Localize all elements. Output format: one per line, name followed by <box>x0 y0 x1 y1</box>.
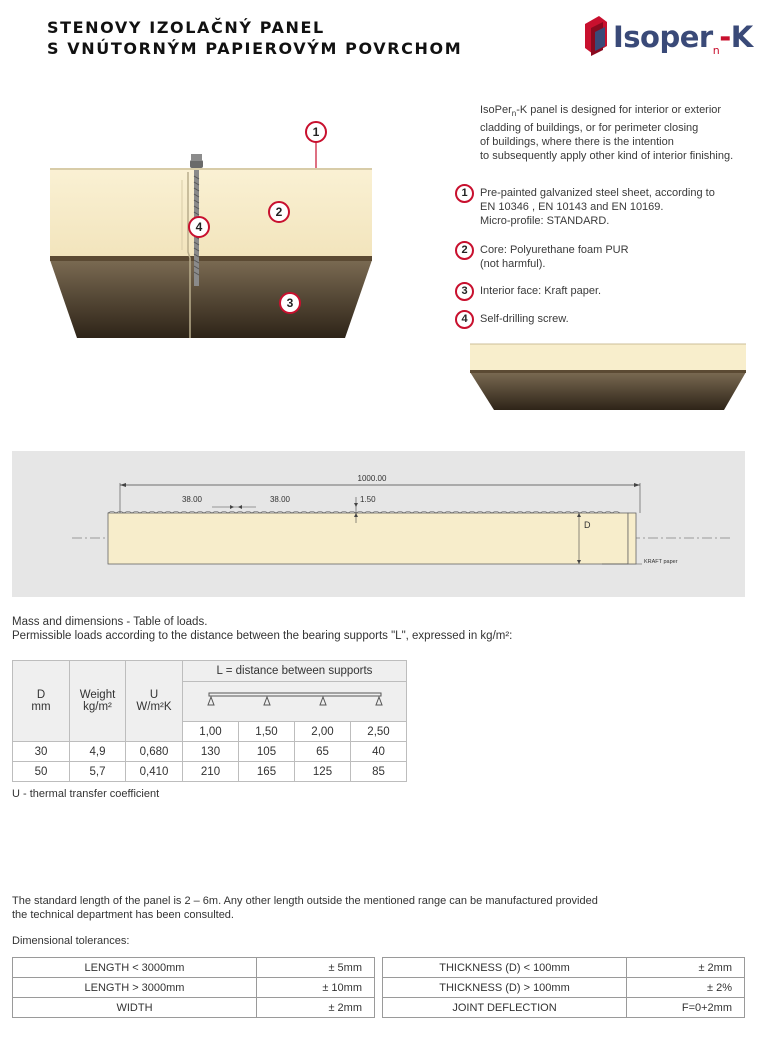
cell-load: 105 <box>239 742 295 762</box>
callout-2: 2 <box>268 201 290 223</box>
cell-u: 0,410 <box>126 762 183 782</box>
header-u: U W/m²K <box>126 661 183 742</box>
logo-part2: K <box>730 20 753 54</box>
span-1: 1,00 <box>183 722 239 742</box>
dim-rib1-label: 38.00 <box>181 495 203 504</box>
standard-length-text <box>12 894 672 922</box>
span-3: 2,00 <box>295 722 351 742</box>
tol-value: ± 2% <box>627 978 745 998</box>
tol-value: ± 10mm <box>257 978 375 998</box>
legend-item-1 <box>455 186 755 228</box>
header-distance: L = distance between supports <box>183 661 407 682</box>
table-row <box>13 762 407 782</box>
header-weight: Weight kg/m² <box>70 661 126 742</box>
tol-value: ± 2mm <box>257 998 375 1018</box>
loads-intro-line-2: Permissible loads according to the distance between the bearing supports "L", expressed in kg/m²: <box>12 630 513 642</box>
tol-label: LENGTH > 3000mm <box>13 978 257 998</box>
dim-depth-label: 1.50 <box>360 495 376 504</box>
tol-label: THICKNESS (D) > 100mm <box>383 978 627 998</box>
table-row <box>13 958 375 978</box>
legend-text: Pre-painted galvanized steel sheet, according to <box>480 187 715 199</box>
span-4: 2,50 <box>351 722 407 742</box>
cell-weight: 5,7 <box>70 762 126 782</box>
tol-label: WIDTH <box>13 998 257 1018</box>
logo-sub: n <box>712 43 720 57</box>
legend-text: Micro-profile: STANDARD. <box>480 215 610 227</box>
loads-intro <box>12 615 512 643</box>
table-row <box>13 978 375 998</box>
intro-line-1-sub: n <box>511 109 517 119</box>
intro-line-4: to subsequently apply other kind of interior finishing. <box>480 150 734 163</box>
supports-beam-icon <box>205 691 385 709</box>
cell-load: 165 <box>239 762 295 782</box>
cell-load: 210 <box>183 762 239 782</box>
cell-load: 65 <box>295 742 351 762</box>
cell-d: 50 <box>13 762 70 782</box>
dim-rib2-label: 38.00 <box>269 495 291 504</box>
legend-number: 4 <box>455 310 474 329</box>
standard-line-1: The standard length of the panel is 2 – 6m. Any other length outside the mentioned range can be manufactured provided <box>12 895 598 907</box>
legend-text: Interior face: Kraft paper. <box>480 285 602 297</box>
tol-value: ± 2mm <box>627 958 745 978</box>
tol-label: JOINT DEFLECTION <box>383 998 627 1018</box>
dim-width-label: 1000.00 <box>357 474 387 483</box>
intro-line-3: of buildings, where there is the intention <box>480 136 674 149</box>
tolerances-table-right <box>382 957 745 1018</box>
header-d: D mm <box>13 661 70 742</box>
callout-3: 3 <box>279 292 301 314</box>
cell-load: 40 <box>351 742 407 762</box>
cell-load: 85 <box>351 762 407 782</box>
cell-d: 30 <box>13 742 70 762</box>
logo-dash: - <box>719 20 731 54</box>
table-row <box>383 998 745 1018</box>
tol-value: ± 5mm <box>257 958 375 978</box>
loads-intro-line-1: Mass and dimensions - Table of loads. <box>12 616 208 628</box>
table-row <box>383 958 745 978</box>
tolerances-heading: Dimensional tolerances: <box>12 935 130 947</box>
loads-table <box>12 660 407 782</box>
u-note: U - thermal transfer coefficient <box>12 788 160 800</box>
title-line-2: S VNÚTORNÝM PAPIEROVÝM POVRCHOM <box>47 39 463 58</box>
tolerances-table-left <box>12 957 375 1018</box>
table-row <box>383 978 745 998</box>
kraft-paper-label: KRAFT paper <box>644 559 678 565</box>
intro-text <box>480 103 755 163</box>
panel-cross-section-illustration <box>40 140 385 345</box>
legend-number: 2 <box>455 241 474 260</box>
tol-value: F=0+2mm <box>627 998 745 1018</box>
legend-text: EN 10346 , EN 10143 and EN 10169. <box>480 201 664 213</box>
tol-label: THICKNESS (D) < 100mm <box>383 958 627 978</box>
page-title <box>47 17 462 59</box>
legend-text: Core: Polyurethane foam PUR <box>480 244 629 256</box>
tol-label: LENGTH < 3000mm <box>13 958 257 978</box>
cell-load: 125 <box>295 762 351 782</box>
dim-thickness-label: D <box>584 520 591 530</box>
legend-text: (not harmful). <box>480 258 546 270</box>
cell-u: 0,680 <box>126 742 183 762</box>
span-2: 1,50 <box>239 722 295 742</box>
legend-text: Self-drilling screw. <box>480 313 569 325</box>
brand-logo-text <box>613 20 753 57</box>
legend-item-4 <box>455 312 755 329</box>
cell-load: 130 <box>183 742 239 762</box>
title-line-1: STENOVY IZOLAČNÝ PANEL <box>47 18 325 37</box>
legend-item-3 <box>455 284 755 301</box>
legend-number: 1 <box>455 184 474 203</box>
table-row <box>13 998 375 1018</box>
callout-4: 4 <box>188 216 210 238</box>
intro-line-1a: IsoPer <box>480 104 512 116</box>
legend-item-2 <box>455 243 755 271</box>
intro-line-1b: -K panel is designed for interior or exterior <box>516 104 722 116</box>
cell-weight: 4,9 <box>70 742 126 762</box>
standard-line-2: the technical department has been consulted. <box>12 909 234 921</box>
callout-1: 1 <box>305 121 327 143</box>
logo-part1: Isoper <box>613 20 713 54</box>
table-row <box>13 742 407 762</box>
supports-diagram-cell <box>183 682 407 722</box>
legend-number: 3 <box>455 282 474 301</box>
technical-drawing <box>12 451 745 597</box>
intro-line-2: cladding of buildings, or for perimeter closing <box>480 122 699 135</box>
panel-mini-illustration <box>468 340 750 412</box>
